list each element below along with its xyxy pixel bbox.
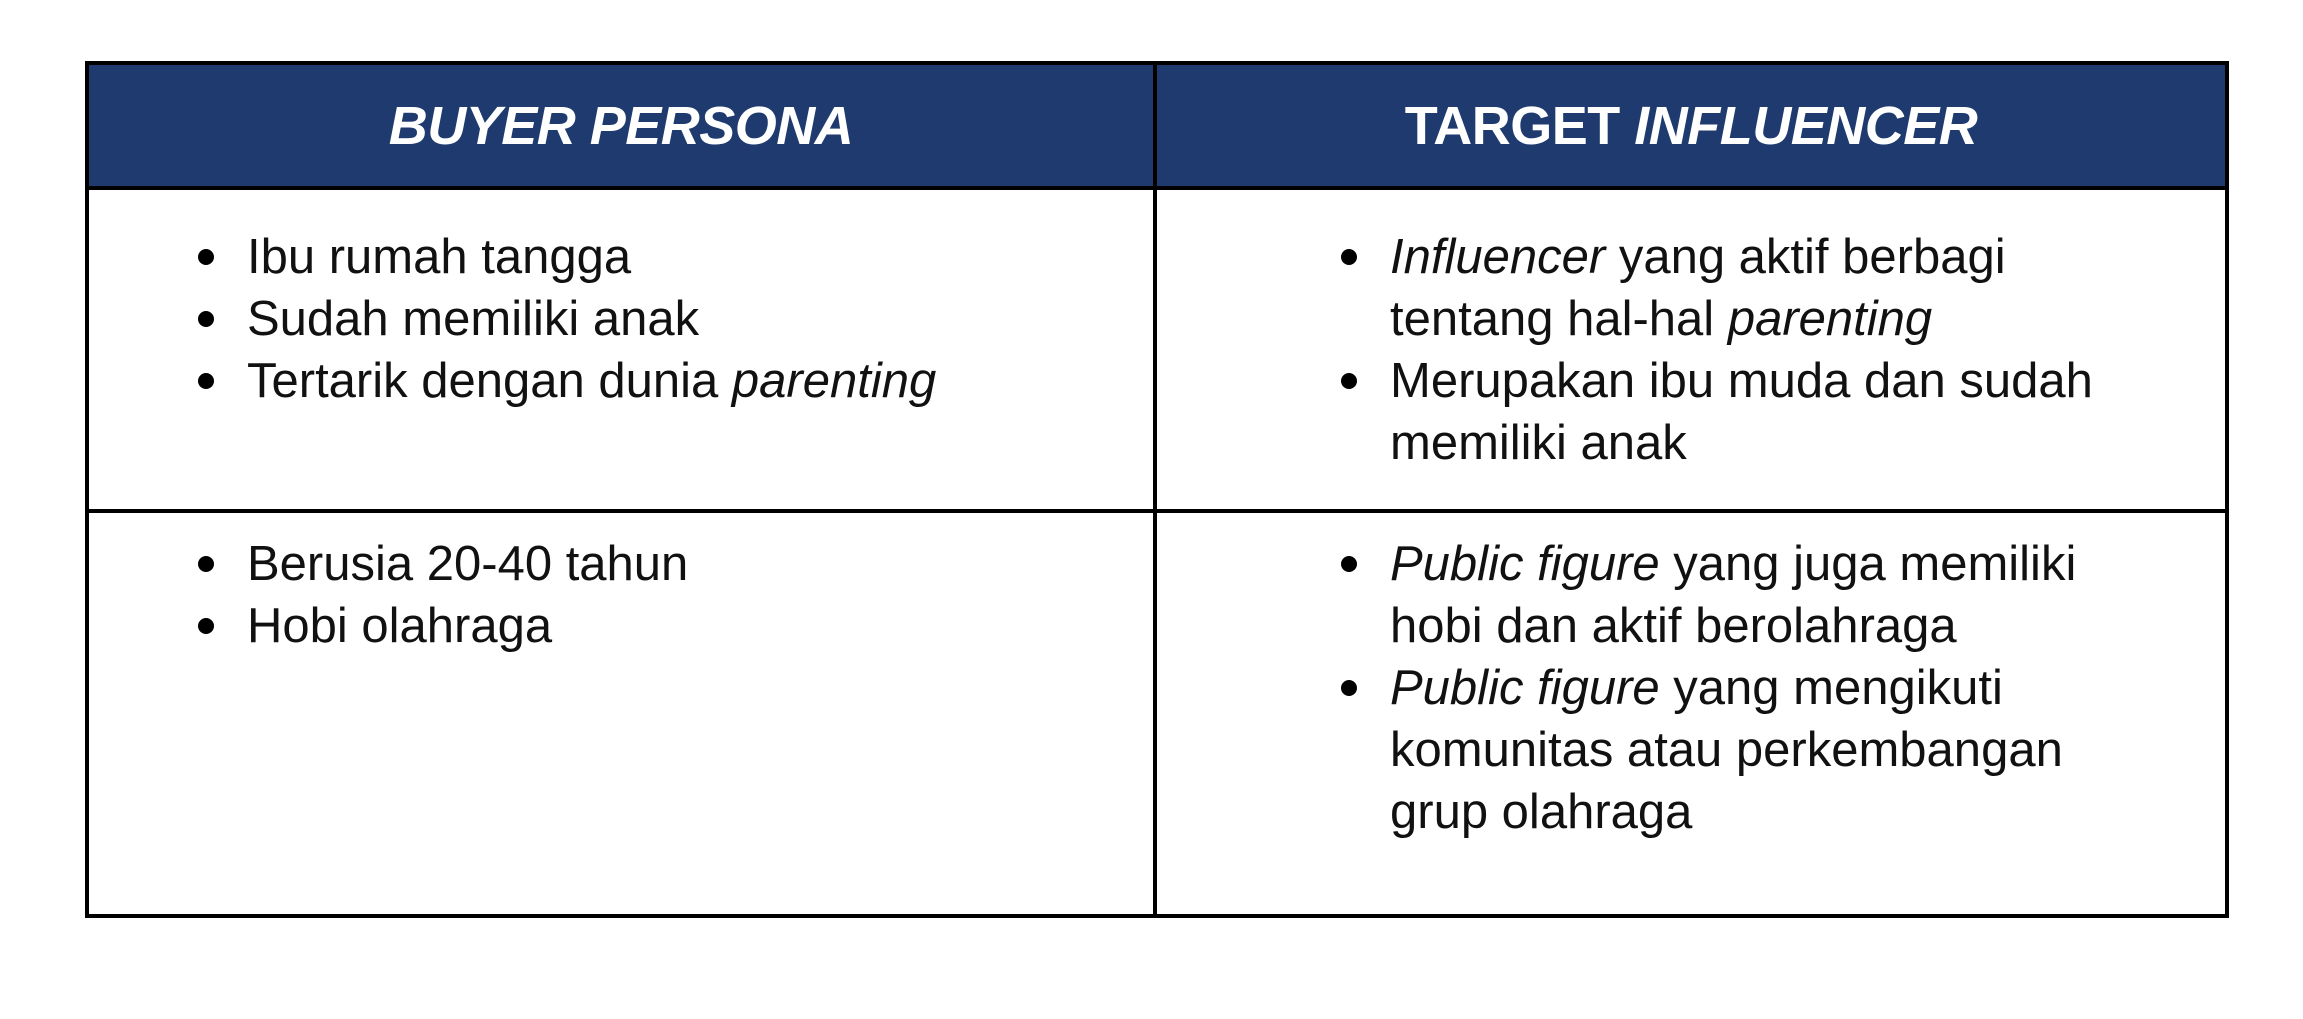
list-item-text: Ibu rumah tangga bbox=[247, 230, 632, 284]
list-item bbox=[247, 533, 1113, 595]
list-item bbox=[247, 595, 1113, 657]
header-buyer-persona bbox=[87, 63, 1155, 188]
list-item bbox=[1390, 350, 2145, 474]
target-influencer-list bbox=[1390, 533, 2145, 843]
header-target-influencer bbox=[1155, 63, 2227, 188]
list-item-italic-text: parenting bbox=[1727, 292, 1933, 346]
list-item-text: yang aktif berbagi tentang hal-hal bbox=[1390, 230, 2006, 346]
list-item-italic-text: Public figure bbox=[1390, 537, 1660, 591]
target-influencer-cell bbox=[1155, 188, 2227, 511]
list-item bbox=[1390, 226, 2145, 350]
header-row bbox=[87, 63, 2227, 188]
list-item-text: yang juga memiliki hobi dan aktif berolahraga bbox=[1390, 537, 2077, 653]
list-item-text: yang mengikuti komunitas atau perkembangan grup olahraga bbox=[1390, 661, 2063, 839]
list-item bbox=[247, 226, 1113, 288]
list-item-italic-text: parenting bbox=[731, 354, 937, 408]
list-item-text: Merupakan ibu muda dan sudah memiliki anak bbox=[1390, 354, 2093, 470]
header-buyer-persona-label: BUYER PERSONA bbox=[388, 95, 854, 156]
buyer-persona-list bbox=[247, 533, 1113, 657]
header-target-label: TARGET bbox=[1404, 95, 1635, 156]
list-item bbox=[1390, 657, 2145, 843]
list-item-text: Hobi olahraga bbox=[247, 599, 553, 653]
list-item-text: Tertarik dengan dunia bbox=[247, 354, 732, 408]
buyer-persona-list bbox=[247, 226, 1113, 412]
list-item bbox=[247, 350, 1113, 412]
table-row bbox=[87, 188, 2227, 511]
list-item-text: Sudah memiliki anak bbox=[247, 292, 700, 346]
list-item bbox=[247, 288, 1113, 350]
list-item-italic-text: Influencer bbox=[1390, 230, 1606, 284]
target-influencer-cell bbox=[1155, 511, 2227, 916]
list-item-italic-text: Public figure bbox=[1390, 661, 1660, 715]
target-influencer-list bbox=[1390, 226, 2145, 474]
list-item-text: Berusia 20-40 tahun bbox=[247, 537, 689, 591]
table-row bbox=[87, 511, 2227, 916]
persona-influencer-table bbox=[85, 61, 2229, 918]
buyer-persona-cell bbox=[87, 188, 1155, 511]
list-item bbox=[1390, 533, 2145, 657]
buyer-persona-cell bbox=[87, 511, 1155, 916]
header-influencer-label: INFLUENCER bbox=[1634, 95, 1978, 156]
